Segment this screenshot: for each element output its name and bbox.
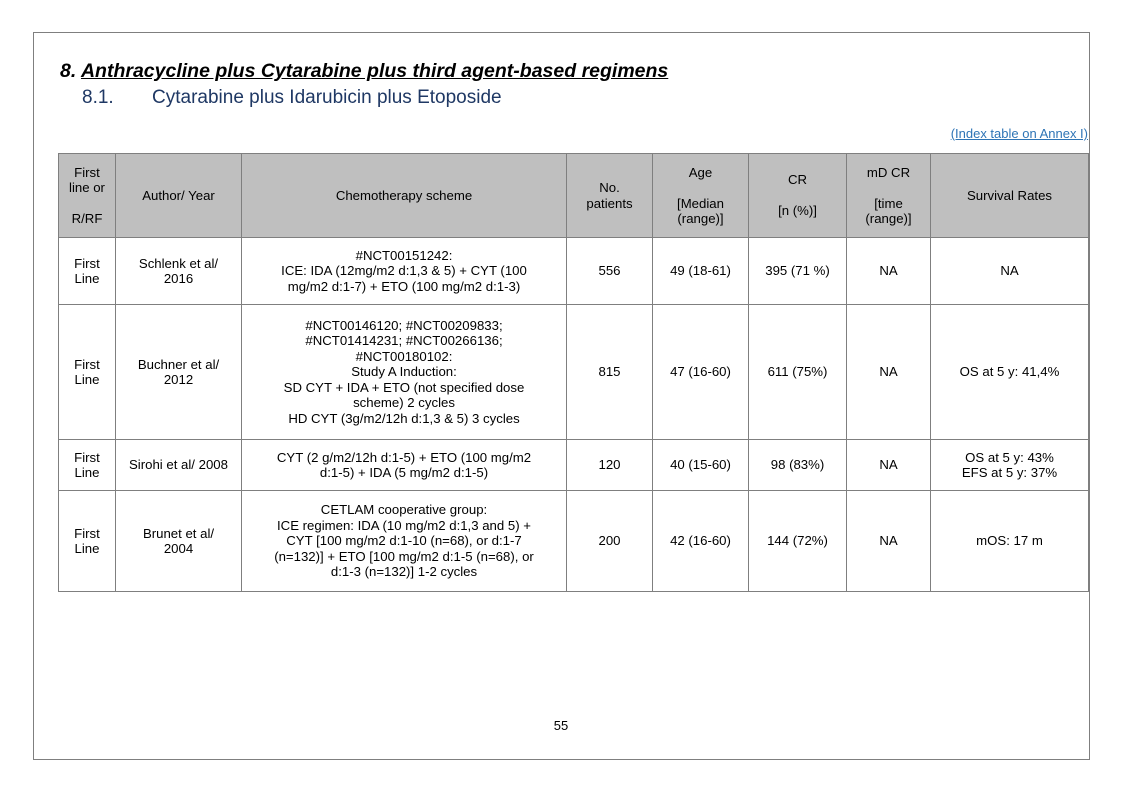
section-heading [60, 60, 668, 83]
cell-scheme: #NCT00151242: ICE: IDA (12mg/m2 d:1,3 & 5) + CYT (100 mg/m2 d:1-7) + ETO (100 mg/m2 d:1-3) [242, 238, 567, 305]
header-line: First line or R/RF [59, 154, 116, 238]
cell-line: First Line [59, 238, 116, 305]
cell-patients: 815 [567, 305, 653, 440]
cell-survival: NA [931, 238, 1089, 305]
cell-line: First Line [59, 491, 116, 592]
cell-age: 42 (16-60) [653, 491, 749, 592]
cell-author: Brunet et al/ 2004 [116, 491, 242, 592]
cell-cr: 395 (71 %) [749, 238, 847, 305]
header-scheme: Chemotherapy scheme [242, 154, 567, 238]
cell-mdcr: NA [847, 238, 931, 305]
cell-cr: 144 (72%) [749, 491, 847, 592]
page-number: 55 [553, 718, 569, 733]
table-row [59, 440, 1089, 491]
cell-mdcr: NA [847, 305, 931, 440]
subsection-number: 8.1. [82, 87, 114, 108]
regimen-table [58, 153, 1089, 592]
cell-author: Sirohi et al/ 2008 [116, 440, 242, 491]
cell-survival: OS at 5 y: 41,4% [931, 305, 1089, 440]
cell-survival: OS at 5 y: 43% EFS at 5 y: 37% [931, 440, 1089, 491]
cell-age: 47 (16-60) [653, 305, 749, 440]
table-header-row [59, 154, 1089, 238]
header-mdcr: mD CR [time (range)] [847, 154, 931, 238]
cell-author: Buchner et al/ 2012 [116, 305, 242, 440]
subsection-title: Cytarabine plus Idarubicin plus Etoposide [152, 87, 502, 108]
cell-patients: 200 [567, 491, 653, 592]
cell-scheme: CETLAM cooperative group: ICE regimen: IDA (10 mg/m2 d:1,3 and 5) + CYT [100 mg/m2 d:1-10 (n=68), or d:1-7 (n=132)] + ETO [100 mg/m2 d:1-5 (n=68), or d:1-3 (n=132)] 1-2 cycles [242, 491, 567, 592]
cell-age: 49 (18-61) [653, 238, 749, 305]
header-author: Author/ Year [116, 154, 242, 238]
cell-age: 40 (15-60) [653, 440, 749, 491]
cell-cr: 98 (83%) [749, 440, 847, 491]
section-number: 8. [60, 60, 77, 82]
cell-patients: 120 [567, 440, 653, 491]
cell-author: Schlenk et al/ 2016 [116, 238, 242, 305]
cell-mdcr: NA [847, 491, 931, 592]
cell-cr: 611 (75%) [749, 305, 847, 440]
table-row [59, 305, 1089, 440]
header-cr: CR [n (%)] [749, 154, 847, 238]
cell-mdcr: NA [847, 440, 931, 491]
cell-scheme: #NCT00146120; #NCT00209833; #NCT01414231; #NCT00266136; #NCT00180102: Study A Induction: SD CYT + IDA + ETO (not specified dose scheme) 2 cycles HD CYT (3g/m2/12h d:1,3 & 5) 3 cycles [242, 305, 567, 440]
header-survival: Survival Rates [931, 154, 1089, 238]
section-title: Anthracycline plus Cytarabine plus third agent-based regimens [80, 60, 669, 82]
index-table-link[interactable]: (Index table on Annex I) [950, 126, 1088, 141]
cell-line: First Line [59, 305, 116, 440]
subsection-heading [82, 87, 502, 109]
table-row [59, 238, 1089, 305]
cell-survival: mOS: 17 m [931, 491, 1089, 592]
table-row [59, 491, 1089, 592]
header-patients: No. patients [567, 154, 653, 238]
header-age: Age [Median (range)] [653, 154, 749, 238]
cell-scheme: CYT (2 g/m2/12h d:1-5) + ETO (100 mg/m2 d:1-5) + IDA (5 mg/m2 d:1-5) [242, 440, 567, 491]
cell-patients: 556 [567, 238, 653, 305]
cell-line: First Line [59, 440, 116, 491]
